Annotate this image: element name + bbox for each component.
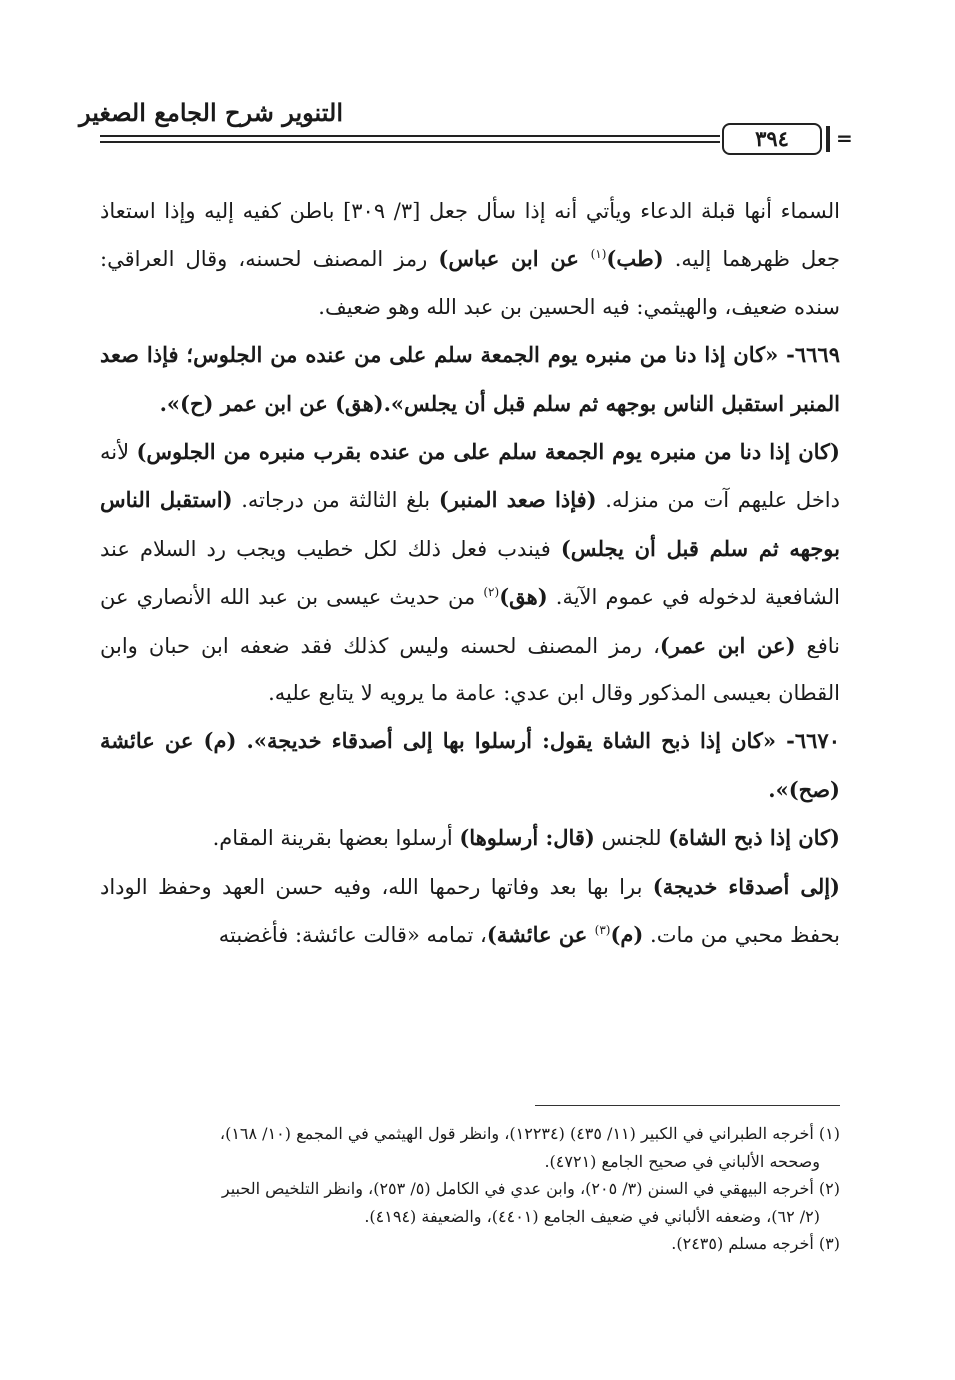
header-rule-bottom (100, 141, 720, 143)
page-number: ٣٩٤ (722, 123, 822, 155)
page-number-bar (826, 126, 830, 152)
hadith-6670: ٦٦٧٠- «كان إذا ذبح الشاة يقول: أرسلوا بها إلى أصدقاء خديجة». (م) عن عائشة (صح)». (100, 728, 840, 802)
paragraph-1: السماء أنها قبلة الدعاء ويأتي أنه إذا سأل جعل [٣/ ٣٠٩] باطن كفيه إليه وإذا استعاذ جعل ظهرهما إليه. (طب)$^{(١)}$ عن ابن عباس) رمز المصنف لحسنه، وقال العراقي: سنده ضعيف، والهيثمي: فيه الحسين بن عبد الله وهو ضعيف. (100, 199, 841, 319)
footnote-separator (535, 1105, 840, 1106)
footnotes (100, 1120, 840, 1258)
running-title: التنوير شرح الجامع الصغير (79, 98, 343, 127)
footnote-ref-3[interactable]: (٣) (594, 923, 611, 938)
footnote-1: (١) أخرجه الطبراني في الكبير (١١/ ٤٣٥) (١٢٢٣٤)، وانظر قول الهيثمي في المجمع (١٠/ ١٦٨)، (219, 1124, 840, 1143)
main-text (100, 188, 840, 960)
footnote-3: (٣) أخرجه مسلم (٢٤٣٥). (671, 1234, 840, 1253)
header-dash: = (836, 126, 853, 150)
footnote-2-cont: (٢/ ٦٢)، وضعفه الألباني في ضعيف الجامع (٤٤٠١)، والضعيفة (٤١٩٤). (364, 1206, 820, 1226)
hadith-6669: ٦٦٦٩- «كان إذا دنا من منبره يوم الجمعة سلم على من عنده من الجلوس؛ فإذا صعد المنبر استقبل الناس بوجهه ثم سلم قبل أن يجلس».(هق) عن ابن عمر (ح)». (100, 342, 840, 416)
footnote-1-cont: وصححه الألباني في صحيح الجامع (٤٧٢١). (544, 1151, 820, 1171)
header-rule-top (100, 135, 720, 137)
paragraph-4: (إلى أصدقاء خديجة) برا بها بعد وفاتها رحمها الله، وفيه حسن العهد وحفظ الوداد بحفظ محبي من مات. (م)$^{(٣)}$ عن عائشة)، تمامه «قالت عائشة: فأغضبته (100, 873, 840, 948)
paragraph-3: (كان إذا ذبح الشاة) للجنس (قال: أرسلوها) أرسلوا بعضها بقرينة المقام. (212, 825, 840, 851)
footnote-2: (٢) أخرجه البيهقي في السنن (٣/ ٢٠٥)، وابن عدي في الكامل (٥/ ٢٥٣)، وانظر التلخيص الحبير (221, 1179, 840, 1198)
footnote-ref-1[interactable]: (١) (590, 247, 607, 262)
paragraph-2: (كان إذا دنا من منبره يوم الجمعة سلم على من عنده بقرب منبره من الجلوس) لأنه داخل عليهم آت من منزله. (فإذا صعد المنبر) بلغ الثالثة من درجاته. (استقبل الناس بوجهه ثم سلم قبل أن يجلس) فيندب فعل ذلك لكل خطيب ويجب رد السلام عند الشافعية لدخوله في عموم الآية. (هق)$^{(٢)}$ من حديث عيسى بن عبد الله الأنصاري عن نافع (عن ابن عمر)، رمز المصنف لحسنه وليس كذلك فقد ضعفه ابن حبان وابن القطان بعيسى المذكور وقال ابن عدي: عامة ما يرويه لا يتابع عليه. (100, 439, 841, 706)
footnote-ref-2[interactable]: (٢) (483, 585, 500, 600)
